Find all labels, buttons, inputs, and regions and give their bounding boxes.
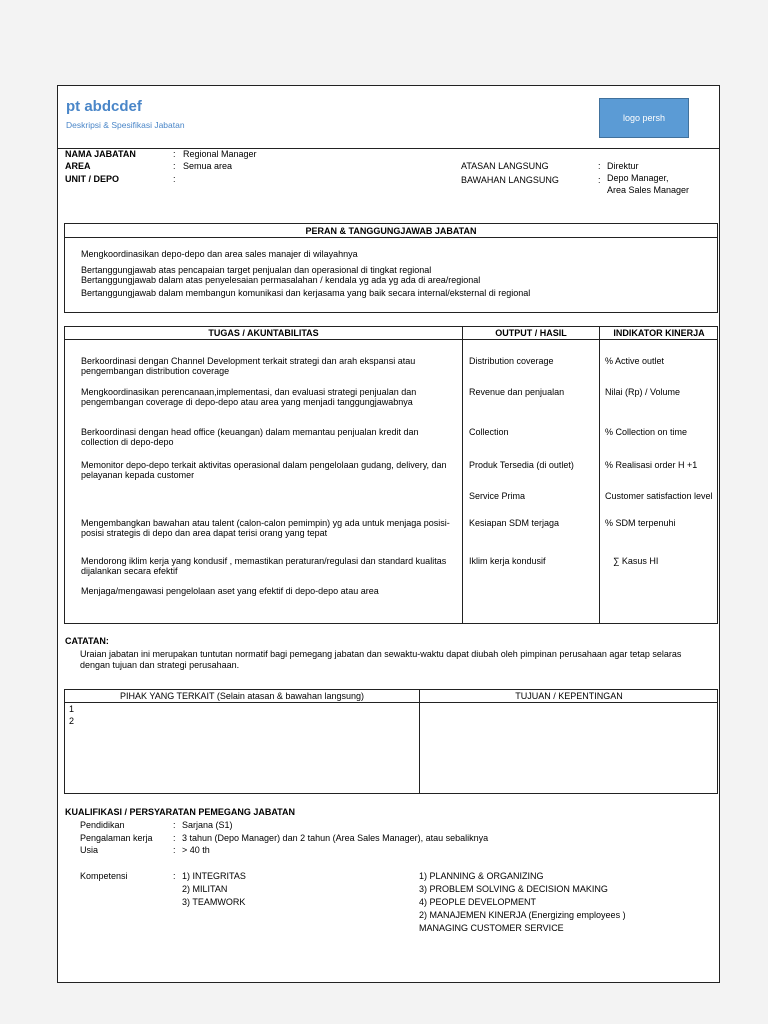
tugas-cell: pengembangan distribution coverage	[81, 366, 230, 376]
colon: :	[173, 845, 176, 855]
kompetensi-item: 1) INTEGRITAS	[182, 871, 246, 881]
colon: :	[173, 871, 176, 881]
colon: :	[173, 833, 176, 843]
tugas-cell: Mendorong iklim kerja yang kondusif , memastikan peraturan/regulasi dan standard kualitas	[81, 556, 447, 566]
kompetensi-item: 3) TEAMWORK	[182, 897, 246, 907]
catatan-text: dengan tujuan dan strategi perusahaan.	[80, 660, 240, 670]
column-header-pihak: PIHAK YANG TERKAIT (Selain atasan & bawahan langsung)	[120, 691, 364, 701]
pihak-item-number: 1	[69, 704, 75, 714]
kompetensi-item: 1) PLANNING & ORGANIZING	[419, 871, 544, 881]
output-cell: Kesiapan SDM terjaga	[469, 518, 560, 528]
peran-line: Mengkoordinasikan depo-depo dan area sales manajer di wilayahnya	[81, 249, 358, 259]
colon: :	[173, 174, 176, 184]
nama-jabatan-value: Regional Manager	[183, 149, 257, 159]
peran-header: PERAN & TANGGUNGJAWAB JABATAN	[305, 226, 477, 236]
kualifikasi-header: KUALIFIKASI / PERSYARATAN PEMEGANG JABATAN	[65, 807, 296, 817]
colon: :	[173, 820, 176, 830]
output-cell: Revenue dan penjualan	[469, 387, 565, 397]
pengalaman-value: 3 tahun (Depo Manager) dan 2 tahun (Area Sales Manager), atau sebaliknya	[182, 833, 489, 843]
tugas-cell: Berkoordinasi dengan head office (keuangan) dalam memantau penjualan kredit dan	[81, 427, 419, 437]
output-cell: Iklim kerja kondusif	[469, 556, 546, 566]
document-subtitle: Deskripsi & Spesifikasi Jabatan	[66, 120, 185, 130]
tugas-cell: Berkoordinasi dengan Channel Development terkait strategi dan arah ekspansi atau	[81, 356, 416, 366]
tugas-cell: posisi strategis di depo dan area dapat terisi orang yang tepat	[81, 528, 328, 538]
peran-line: Bertanggungjawab dalam membangun komunikasi dan kerjasama yang baik secara internal/eksternal di regional	[81, 288, 531, 298]
indikator-cell: % SDM terpenuhi	[605, 518, 676, 528]
column-header-indikator: INDIKATOR KINERJA	[613, 328, 705, 338]
usia-value: > 40 th	[182, 845, 210, 855]
tugas-cell: dijalankan secara efektif	[81, 566, 178, 576]
kompetensi-item: MANAGING CUSTOMER SERVICE	[419, 923, 564, 933]
catatan-text: Uraian jabatan ini merupakan tuntutan normatif bagi pemegang jabatan dan sewaktu-waktu dapat diubah oleh pimpinan perusahaan agar tetap selaras	[80, 649, 682, 659]
catatan-label: CATATAN:	[65, 636, 109, 646]
pendidikan-value: Sarjana (S1)	[182, 820, 233, 830]
tugas-cell: Mengkoordinasikan perencanaan,implementasi, dan evaluasi strategi penjualan dan	[81, 387, 417, 397]
tugas-cell: Mengembangkan bawahan atau talent (calon-calon pemimpin) yg ada untuk menjaga posisi-	[81, 518, 450, 528]
company-logo-placeholder: logo persh	[599, 98, 689, 138]
bawahan-value-1: Depo Manager,	[607, 173, 669, 183]
kompetensi-item: 2) MANAJEMEN KINERJA (Energizing employees )	[419, 910, 626, 920]
pendidikan-label: Pendidikan	[80, 820, 125, 830]
indikator-cell: % Active outlet	[605, 356, 665, 366]
bawahan-label: BAWAHAN LANGSUNG	[461, 175, 559, 185]
column-header-tugas: TUGAS / AKUNTABILITAS	[208, 328, 319, 338]
usia-label: Usia	[80, 845, 99, 855]
indikator-cell: Nilai (Rp) / Volume	[605, 387, 681, 397]
company-name: pt abdcdef	[66, 98, 142, 115]
peran-box	[64, 223, 718, 313]
area-label: AREA	[65, 161, 91, 171]
kompetensi-item: 4) PEOPLE DEVELOPMENT	[419, 897, 537, 907]
output-cell: Produk Tersedia (di outlet)	[469, 460, 574, 470]
indikator-cell: Customer satisfaction level	[605, 491, 713, 501]
atasan-value: Direktur	[607, 161, 639, 171]
tugas-cell: pengembangan coverage di depo-depo atau area yang menjadi tanggungjawabnya	[81, 397, 413, 407]
output-cell: Service Prima	[469, 491, 526, 501]
kompetensi-label: Kompetensi	[80, 871, 128, 881]
column-header-tujuan: TUJUAN / KEPENTINGAN	[515, 691, 623, 701]
tugas-cell: Memonitor depo-depo terkait aktivitas operasional dalam pengelolaan gudang, delivery, dan	[81, 460, 447, 470]
peran-line: Bertanggungjawab dalam atas penyelesaian permasalahan / kendala yg ada yg ada di area/regional	[81, 275, 481, 285]
column-header-output: OUTPUT / HASIL	[495, 328, 567, 338]
column-divider	[599, 327, 600, 623]
pihak-header-divider	[65, 702, 717, 703]
area-value: Semua area	[183, 161, 233, 171]
tugas-cell: pelayanan kepada customer	[81, 470, 195, 480]
bawahan-value-2: Area Sales Manager	[607, 185, 690, 195]
indikator-cell: ∑ Kasus HI	[613, 556, 659, 566]
peran-line: Bertanggungjawab atas pencapaian target penjualan dan operasional di tingkat regional	[81, 265, 432, 275]
pihak-item-number: 2	[69, 716, 75, 726]
pengalaman-label: Pengalaman kerja	[80, 833, 153, 843]
tugas-table	[64, 326, 718, 624]
column-divider	[419, 690, 420, 793]
unit-label: UNIT / DEPO	[65, 174, 120, 184]
column-divider	[462, 327, 463, 623]
job-description-page	[57, 85, 720, 983]
colon: :	[598, 161, 601, 171]
colon: :	[598, 175, 601, 185]
tugas-header-divider	[65, 339, 717, 340]
tugas-cell: collection di depo-depo	[81, 437, 174, 447]
tugas-cell: Menjaga/mengawasi pengelolaan aset yang efektif di depo-depo atau area	[81, 586, 379, 596]
atasan-label: ATASAN LANGSUNG	[461, 161, 549, 171]
header-divider	[58, 148, 719, 149]
output-cell: Distribution coverage	[469, 356, 554, 366]
colon: :	[173, 161, 176, 171]
pihak-table	[64, 689, 718, 794]
nama-jabatan-label: NAMA JABATAN	[65, 149, 136, 159]
colon: :	[173, 149, 176, 159]
output-cell: Collection	[469, 427, 509, 437]
kompetensi-item: 2) MILITAN	[182, 884, 228, 894]
indikator-cell: % Realisasi order H +1	[605, 460, 698, 470]
kompetensi-item: 3) PROBLEM SOLVING & DECISION MAKING	[419, 884, 608, 894]
indikator-cell: % Collection on time	[605, 427, 688, 437]
peran-header-divider	[65, 237, 717, 238]
